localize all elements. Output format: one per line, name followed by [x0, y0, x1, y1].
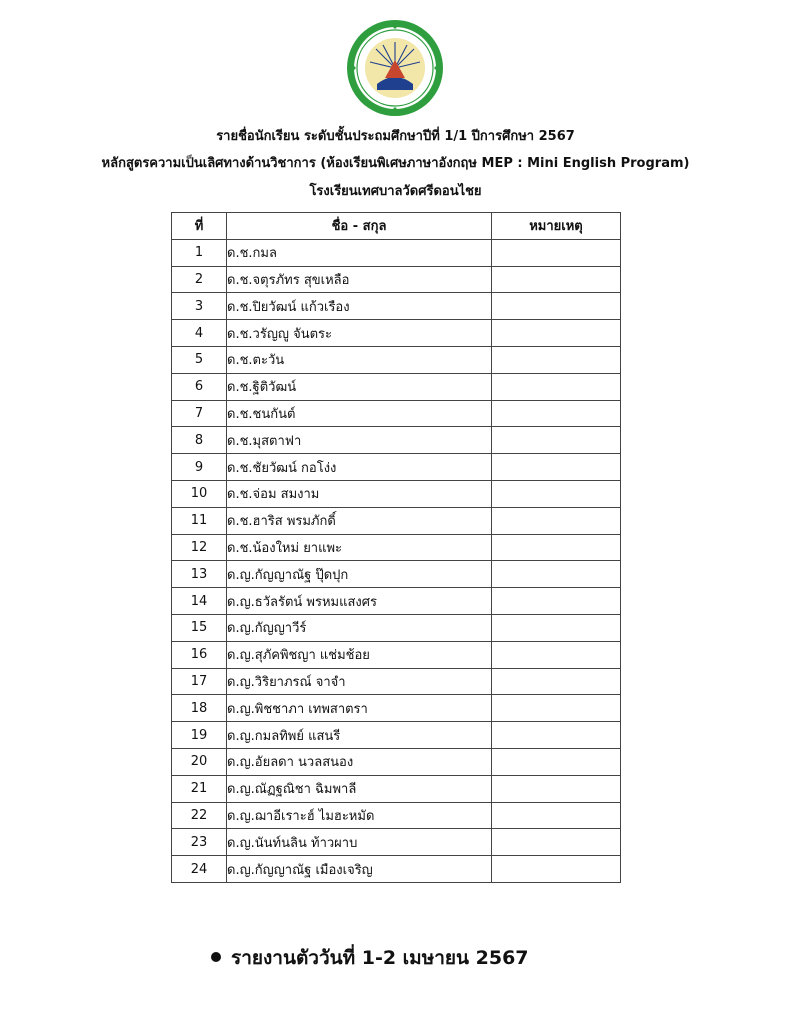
table-row [172, 427, 621, 454]
remark-cell [492, 239, 621, 266]
remark-cell [492, 641, 621, 668]
student-name: ด.ญ.ธวัลรัตน์ พรหมแสงศร [227, 588, 492, 615]
row-number: 11 [172, 507, 227, 534]
student-name: ด.ญ.ฌาอีเราะฮ์ ไมฮะหมัด [227, 802, 492, 829]
student-name: ด.ญ.อัยลดา นวลสนอง [227, 748, 492, 775]
table-body [172, 239, 621, 882]
table-row [172, 695, 621, 722]
row-number: 20 [172, 748, 227, 775]
table-row [172, 668, 621, 695]
table-row [172, 856, 621, 883]
student-name: ด.ช.ฮาริส พรมภักดิ์ [227, 507, 492, 534]
row-number: 24 [172, 856, 227, 883]
remark-cell [492, 454, 621, 481]
remark-cell [492, 802, 621, 829]
row-number: 18 [172, 695, 227, 722]
table-row [172, 320, 621, 347]
student-name: ด.ช.ฐิติวัฒน์ [227, 373, 492, 400]
column-header-number: ที่ [172, 213, 227, 240]
row-number: 22 [172, 802, 227, 829]
document-title-line-2: หลักสูตรความเป็นเลิศทางด้านวิชาการ (ห้องเรียนพิเศษภาษาอังกฤษ MEP : Mini English Program) [101, 156, 690, 171]
student-name: ด.ช.จ่อม สมงาม [227, 480, 492, 507]
student-name: ด.ญ.วิริยาภรณ์ จาจำ [227, 668, 492, 695]
table-row [172, 454, 621, 481]
student-roster-table [171, 212, 621, 883]
remark-cell [492, 748, 621, 775]
row-number: 21 [172, 775, 227, 802]
row-number: 8 [172, 427, 227, 454]
column-header-name: ชื่อ - สกุล [227, 213, 492, 240]
table-row [172, 722, 621, 749]
student-name: ด.ช.มุสตาฟา [227, 427, 492, 454]
student-name: ด.ช.ชัยวัฒน์ กอโง่ง [227, 454, 492, 481]
remark-cell [492, 346, 621, 373]
student-name: ด.ช.น้องใหม่ ยาแพะ [227, 534, 492, 561]
row-number: 6 [172, 373, 227, 400]
table-header-row [172, 213, 621, 240]
bullet-icon [211, 952, 221, 962]
registration-note-text: รายงานตัววันที่ 1-2 เมษายน 2567 [231, 947, 529, 969]
student-name: ด.ญ.กัญญาณัฐ เมืองเจริญ [227, 856, 492, 883]
remark-cell [492, 266, 621, 293]
table-row [172, 373, 621, 400]
table-row [172, 614, 621, 641]
table-row [172, 802, 621, 829]
table-row [172, 293, 621, 320]
student-name: ด.ญ.กัญญาวีร์ [227, 614, 492, 641]
student-name: ด.ช.วรัญญู จันตระ [227, 320, 492, 347]
table-row [172, 561, 621, 588]
remark-cell [492, 775, 621, 802]
remark-cell [492, 856, 621, 883]
row-number: 1 [172, 239, 227, 266]
school-seal-icon [345, 18, 445, 118]
student-name: ด.ช.กมล [227, 239, 492, 266]
table-row [172, 400, 621, 427]
row-number: 12 [172, 534, 227, 561]
student-name: ด.ญ.สุภัคพิชญา แช่มช้อย [227, 641, 492, 668]
remark-cell [492, 829, 621, 856]
remark-cell [492, 320, 621, 347]
document-title-line-1: รายชื่อนักเรียน ระดับชั้นประถมศึกษาปีที่ 1/1 ปีการศึกษา 2567 [216, 129, 575, 144]
table-row [172, 507, 621, 534]
table-row [172, 748, 621, 775]
remark-cell [492, 614, 621, 641]
remark-cell [492, 400, 621, 427]
student-name: ด.ญ.กัญญาณัฐ ปุ๊ดปุก [227, 561, 492, 588]
student-name: ด.ช.ตะวัน [227, 346, 492, 373]
table-row [172, 775, 621, 802]
row-number: 4 [172, 320, 227, 347]
row-number: 9 [172, 454, 227, 481]
student-name: ด.ญ.ณัฏฐณิชา ฉิมพาลี [227, 775, 492, 802]
remark-cell [492, 507, 621, 534]
remark-cell [492, 427, 621, 454]
table-row [172, 266, 621, 293]
remark-cell [492, 534, 621, 561]
remark-cell [492, 480, 621, 507]
row-number: 10 [172, 480, 227, 507]
row-number: 16 [172, 641, 227, 668]
row-number: 2 [172, 266, 227, 293]
document-title-line-3: โรงเรียนเทศบาลวัดศรีดอนไชย [309, 184, 482, 199]
table-row [172, 534, 621, 561]
remark-cell [492, 373, 621, 400]
table-row [172, 480, 621, 507]
table-row [172, 239, 621, 266]
row-number: 3 [172, 293, 227, 320]
remark-cell [492, 588, 621, 615]
remark-cell [492, 293, 621, 320]
table-row [172, 829, 621, 856]
row-number: 13 [172, 561, 227, 588]
student-name: ด.ช.ชนกันต์ [227, 400, 492, 427]
student-name: ด.ญ.พิชชาภา เทพสาตรา [227, 695, 492, 722]
remark-cell [492, 668, 621, 695]
row-number: 17 [172, 668, 227, 695]
row-number: 19 [172, 722, 227, 749]
row-number: 23 [172, 829, 227, 856]
column-header-remark: หมายเหตุ [492, 213, 621, 240]
table-row [172, 641, 621, 668]
student-name: ด.ช.จตุรภัทร สุขเหลือ [227, 266, 492, 293]
remark-cell [492, 695, 621, 722]
row-number: 7 [172, 400, 227, 427]
remark-cell [492, 722, 621, 749]
registration-note [211, 945, 529, 971]
table-row [172, 588, 621, 615]
row-number: 14 [172, 588, 227, 615]
row-number: 5 [172, 346, 227, 373]
row-number: 15 [172, 614, 227, 641]
student-name: ด.ช.ปิยวัฒน์ แก้วเรือง [227, 293, 492, 320]
student-name: ด.ญ.นันท์นลิน ท้าวผาบ [227, 829, 492, 856]
table-row [172, 346, 621, 373]
remark-cell [492, 561, 621, 588]
student-name: ด.ญ.กมลทิพย์ แสนรี [227, 722, 492, 749]
